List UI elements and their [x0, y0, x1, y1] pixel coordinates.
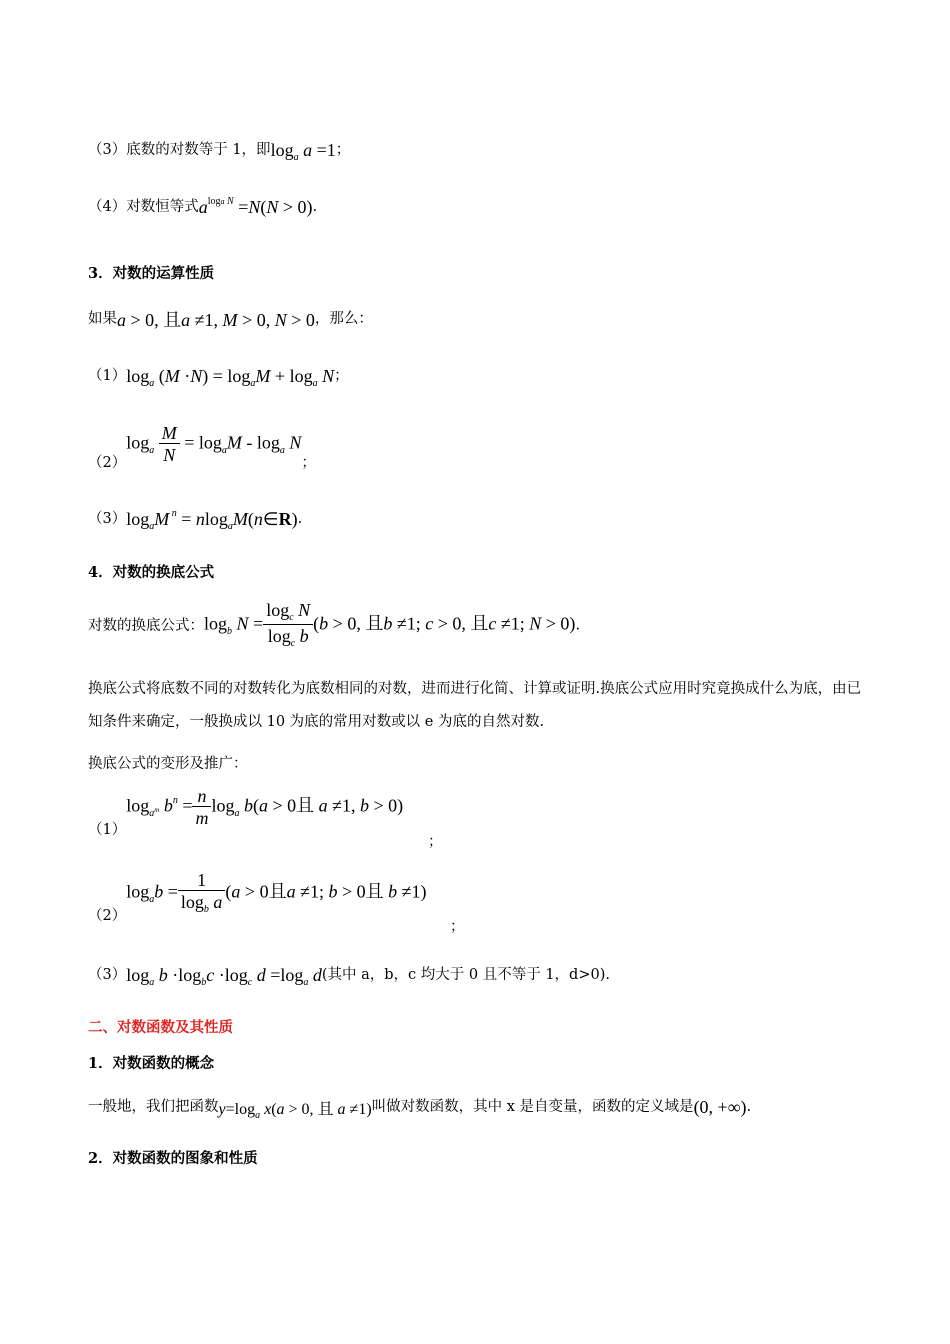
log-function-definition: 一般地，我们把函数$y=\log_a$ x(a > 0, 且 a ≠1)叫做对数函数，其中 x 是自变量，函数的定义域是(0, +∞).: [88, 1096, 752, 1121]
variant-2-line: $(2)\log_ab$ = $\frac{1}{\log_b a}$ (a > 0且a ≠1; b > 0且 b ≠1) ；: [88, 870, 465, 935]
rule-1-line: $(1)\log_a$ $(M \cdot N) = \log_aM + \log_a N$；: [88, 365, 349, 389]
formula-variant-1: $\log_{a^m} b^n$ = $\frac{n}{m}$ $\log_a b(a > 0$且 a ≠1, b > 0): [126, 786, 404, 828]
variant-1-line: $(1)\log_{a^m}$ $b^n$ = $\frac{n}{m}$ $\log_a b(a > 0$且 a ≠1, b > 0) ；: [88, 786, 443, 850]
section-4-heading: 4．对数的换底公式: [88, 564, 215, 581]
formula-domain: (0, +∞): [693, 1096, 747, 1117]
formula-product-rule: $\log_a (M \cdot N) = \log_aM + \log_a N$: [126, 365, 335, 389]
variant-3-line: $(3)\log_a$ $b \cdot\log_bc \cdot\log_c$ $d =\log_a$ d(其中 a，b，c 均大于 0 且不等于 1，d>0).: [88, 964, 610, 988]
formula-identity: $a^{loga N} =N(N > 0)$: [198, 195, 313, 217]
property-3-line: （3）底数的对数等于 1，即$\log_a a =1$；: [88, 139, 351, 163]
formula-variant-3: $\log_a b \cdot\log_bc \cdot\log_c$ $d =\log_a$ d: [126, 964, 322, 988]
formula-change-of-base: $\log_b N$ = $\frac{\log_c N}{\log_c b}$ (b > 0, 且b ≠1; c > 0, 且c ≠1; N > 0): [204, 600, 576, 649]
rule-2-line: $(2)\log_a$ $\frac{M}{N}$ = $\log_aM - \log_a N$；: [88, 423, 316, 471]
property-4-line: （4）对数恒等式$a^{loga N} =N(N > 0)$.: [88, 195, 318, 217]
variants-heading: 换底公式的变形及推广：: [88, 756, 248, 772]
formula-power-rule: $\log_aM$ $^n$ = nlog$_a$M(n∈R): [126, 507, 298, 532]
change-of-base-explanation: 换底公式将底数不同的对数转化为底数相同的对数，进而进行化简、计算或证明.换底公式应用时究竟换成什么为底，由已知条件来确定，一般换成以 10 为底的常用对数或以 e 为底的自然对数.: [88, 681, 862, 730]
change-of-base-line: 对数的换底公式：$\log_b N$ = $\frac{\log_c N}{\log_c b}$ (b > 0, 且b ≠1; c > 0, 且c ≠1; N > 0).: [88, 600, 581, 649]
subsection-1-heading: 1．对数函数的概念: [88, 1055, 215, 1072]
formula-conditions: a > 0, 且a ≠1, M > 0, N > 0: [117, 310, 315, 330]
section-3-intro: 如果a > 0, 且a ≠1, M > 0, N > 0，那么：: [88, 306, 373, 332]
formula-log-function: $y=\log_a$ x(a > 0, 且 a ≠1): [218, 1100, 372, 1121]
formula-variant-2: $\log_ab$ = $\frac{1}{\log_b a}$ (a > 0且a ≠1; b > 0且 b ≠1): [126, 870, 427, 915]
rule-3-line: $(3)\log_aM$ $^n$ = nlog$_a$M(n∈R).: [88, 507, 303, 532]
formula-loga-a: $\log_a a =1$: [270, 139, 336, 163]
formula-quotient-rule: $\log_a$ $\frac{M}{N}$ = $\log_aM - \log_a N$: [126, 423, 302, 465]
part-2-heading: 二、对数函数及其性质: [88, 1019, 233, 1036]
section-3-heading: 3．对数的运算性质: [88, 265, 215, 282]
subsection-2-heading: 2．对数函数的图象和性质: [88, 1150, 258, 1167]
